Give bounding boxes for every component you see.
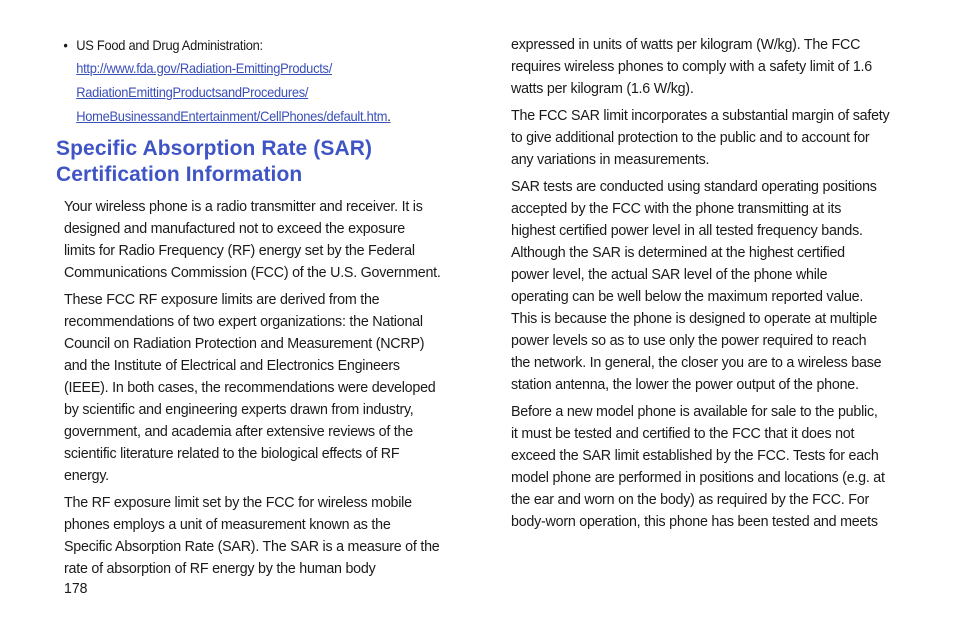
text-line: body-worn operation, this phone has been tested and meets bbox=[511, 513, 878, 530]
section-heading-line-1: Specific Absorption Rate (SAR) bbox=[56, 137, 373, 160]
text-line: station antenna, the lower the power output of the phone. bbox=[511, 376, 859, 393]
bullet-item-fda bbox=[56, 34, 484, 56]
bullet-label: US Food and Drug Administration: bbox=[76, 37, 263, 53]
section-heading-line-2: Certification Information bbox=[56, 163, 303, 186]
text-line: to give additional protection to the public and to account for bbox=[511, 129, 870, 146]
text-line: Before a new model phone is available for sale to the public, bbox=[511, 403, 878, 420]
left-paragraph-3 bbox=[56, 492, 466, 580]
page-number: 178 bbox=[64, 580, 88, 597]
text-line: limits for Radio Frequency (RF) energy set by the Federal bbox=[64, 242, 415, 259]
left-column bbox=[56, 34, 466, 580]
right-paragraph-1 bbox=[511, 34, 911, 100]
text-line: These FCC RF exposure limits are derived from the bbox=[64, 291, 380, 308]
text-line: designed and manufactured not to exceed the exposure bbox=[64, 220, 405, 237]
text-line: by scientific and engineering experts drawn from industry, bbox=[64, 401, 414, 418]
text-line: (IEEE). In both cases, the recommendations were developed bbox=[64, 379, 436, 396]
text-line: Although the SAR is determined at the highest certified bbox=[511, 244, 845, 261]
right-paragraph-3 bbox=[511, 176, 911, 396]
section-heading bbox=[56, 136, 466, 188]
text-line: expressed in units of watts per kilogram (W/kg). The FCC bbox=[511, 36, 861, 53]
text-line: Your wireless phone is a radio transmitter and receiver. It is bbox=[64, 198, 423, 215]
text-line: The RF exposure limit set by the FCC for wireless mobile bbox=[64, 494, 412, 511]
text-line: recommendations of two expert organizations: the National bbox=[64, 313, 423, 330]
text-line: it must be tested and certified to the FCC that it does not bbox=[511, 425, 855, 442]
text-line: accepted by the FCC with the phone transmitting at its bbox=[511, 200, 842, 217]
text-line: energy. bbox=[64, 467, 109, 484]
right-paragraph-4 bbox=[511, 401, 911, 533]
left-paragraph-1 bbox=[56, 196, 466, 284]
fda-link-line-2[interactable]: RadiationEmittingProductsandProcedures/ bbox=[76, 84, 309, 100]
right-column bbox=[511, 34, 911, 533]
text-line: exceed the SAR limit established by the FCC. Tests for each bbox=[511, 447, 879, 464]
text-line: Specific Absorption Rate (SAR). The SAR is a measure of the bbox=[64, 538, 440, 555]
text-line: Communications Commission (FCC) of the U.S. Government. bbox=[64, 264, 441, 281]
text-line: rate of absorption of RF energy by the human body bbox=[64, 560, 376, 577]
text-line: the network. In general, the closer you are to a wireless base bbox=[511, 354, 882, 371]
text-line: The FCC SAR limit incorporates a substantial margin of safety bbox=[511, 107, 890, 124]
text-line: model phone are performed in positions and locations (e.g. at bbox=[511, 469, 885, 486]
text-line: phones employs a unit of measurement known as the bbox=[64, 516, 391, 533]
text-line: operating can be well below the maximum reported value. bbox=[511, 288, 864, 305]
left-paragraph-2 bbox=[56, 289, 466, 487]
fda-link-line-1[interactable]: http://www.fda.gov/Radiation-EmittingProducts/ bbox=[76, 60, 333, 76]
text-line: Council on Radiation Protection and Measurement (NCRP) bbox=[64, 335, 425, 352]
text-line: power levels so as to use only the power required to reach bbox=[511, 332, 867, 349]
text-line: This is because the phone is designed to operate at multiple bbox=[511, 310, 878, 327]
link-period: . bbox=[387, 108, 391, 124]
text-line: the ear and worn on the body) as required by the FCC. For bbox=[511, 491, 869, 508]
text-line: requires wireless phones to comply with a safety limit of 1.6 bbox=[511, 58, 872, 75]
text-line: any variations in measurements. bbox=[511, 151, 710, 168]
fda-link-line-3-wrapper bbox=[56, 104, 484, 128]
text-line: highest certified power level in all tested frequency bands. bbox=[511, 222, 863, 239]
fda-link-line-3[interactable]: HomeBusinessandEntertainment/CellPhones/default.htm bbox=[76, 108, 388, 124]
text-line: scientific literature related to the biological effects of RF bbox=[64, 445, 400, 462]
text-line: power level, the actual SAR level of the phone while bbox=[511, 266, 828, 283]
right-paragraph-2 bbox=[511, 105, 911, 171]
text-line: and the Institute of Electrical and Electronics Engineers bbox=[64, 357, 400, 374]
text-line: government, and academia after extensive reviews of the bbox=[64, 423, 413, 440]
text-line: SAR tests are conducted using standard operating positions bbox=[511, 178, 877, 195]
text-line: watts per kilogram (1.6 W/kg). bbox=[511, 80, 694, 97]
bullet-icon: • bbox=[63, 37, 68, 53]
